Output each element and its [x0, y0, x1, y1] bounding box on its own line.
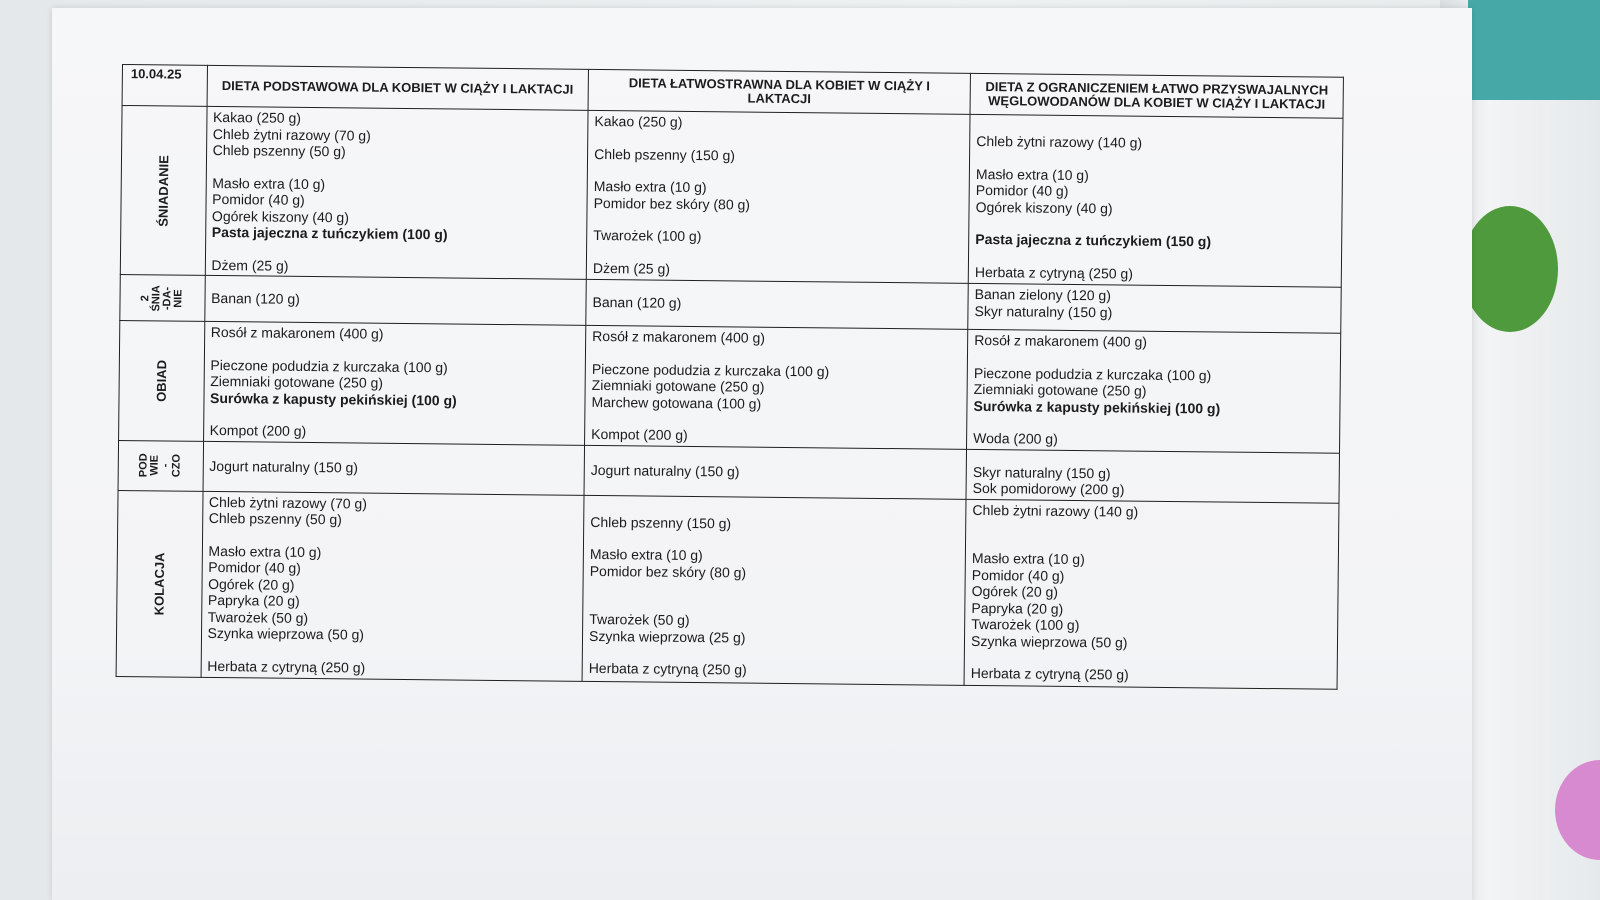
cell-sniadanie-basic	[205, 106, 588, 279]
menu-item: Skyr naturalny (150 g)	[972, 463, 1111, 481]
menu-item: Chleb żytni razowy (140 g)	[972, 501, 1139, 520]
cell-drugie-easy	[586, 279, 969, 329]
menu-item: Pieczone podudzia z kurczaka (100 g)	[973, 364, 1212, 383]
menu-item: Skyr naturalny (150 g)	[974, 302, 1113, 320]
row-sniadanie	[120, 106, 1343, 288]
menu-item: Rosół z makaronem (400 g)	[592, 327, 766, 346]
menu-item: Jogurt naturalny (150 g)	[590, 461, 740, 480]
menu-item: Chleb żytni razowy (70 g)	[212, 125, 371, 144]
menu-item: Twarożek (100 g)	[971, 615, 1080, 634]
menu-item: Ziemniaki gotowane (250 g)	[210, 372, 384, 391]
menu-item: Rosół z makaronem (400 g)	[210, 323, 384, 342]
menu-item: Surówka z kapusty pekińskiej (100 g)	[973, 397, 1221, 417]
menu-item: Masło extra (10 g)	[593, 177, 707, 196]
menu-item: Masło extra (10 g)	[971, 549, 1085, 568]
diet-menu-table	[116, 64, 1344, 689]
menu-item: Papryka (20 g)	[971, 599, 1064, 617]
menu-item: Ogórek (20 g)	[208, 575, 295, 593]
menu-item: Ziemniaki gotowane (250 g)	[591, 376, 765, 395]
menu-item: Chleb żytni razowy (140 g)	[976, 132, 1143, 151]
cell-obiad-easy	[585, 325, 968, 448]
menu-item: Pieczone podudzia z kurczaka (100 g)	[210, 356, 448, 375]
menu-item: Dżem (25 g)	[592, 259, 671, 277]
menu-item: Herbata z cytryną (250 g)	[970, 664, 1129, 683]
menu-item: Szynka wieprzowa (25 g)	[589, 627, 746, 646]
cell-kolacja-easy	[582, 495, 966, 685]
menu-item: Chleb pszenny (50 g)	[208, 509, 342, 528]
meal-label-sniadanie: ŚNIADANIE	[120, 106, 206, 276]
meal-label-podwieczorek: POD WIE - CZO	[118, 440, 203, 491]
menu-item: Herbata z cytryną (250 g)	[207, 657, 366, 676]
board-teal-sheet	[1468, 0, 1600, 100]
cell-podwieczorek-easy	[584, 445, 967, 499]
menu-item: Sok pomidorowy (200 g)	[972, 479, 1125, 498]
header-diet-low-carb: DIETA Z OGRANICZENIEM ŁATWO PRZYSWAJALNYCH WĘGLOWODANÓW DLA KOBIET W CIĄŻY I LAKTACJI	[970, 73, 1343, 118]
menu-item: Ziemniaki gotowane (250 g)	[973, 380, 1147, 399]
cell-obiad-lowcarb	[967, 329, 1341, 452]
menu-item: Rosół z makaronem (400 g)	[974, 331, 1148, 350]
menu-item: Twarożek (50 g)	[207, 608, 309, 626]
cell-podwieczorek-lowcarb	[966, 449, 1339, 503]
menu-item: Pasta jajeczna z tuńczykiem (100 g)	[211, 223, 448, 243]
cell-obiad-basic	[203, 321, 586, 444]
cell-sniadanie-lowcarb	[968, 114, 1343, 287]
menu-item: Pomidor bez skóry (80 g)	[589, 562, 747, 581]
cell-sniadanie-easy	[586, 110, 970, 283]
menu-item: Marchew gotowana (100 g)	[591, 393, 762, 412]
menu-item: Pasta jajeczna z tuńczykiem (150 g)	[975, 230, 1212, 250]
meal-label-obiad: OBIAD	[119, 320, 205, 440]
cell-drugie-lowcarb	[968, 283, 1341, 333]
row-kolacja	[116, 490, 1339, 689]
menu-item: Chleb żytni razowy (70 g)	[208, 493, 368, 512]
menu-item: Ogórek kiszony (40 g)	[211, 207, 350, 225]
menu-item: Banan (120 g)	[211, 290, 300, 308]
menu-item: Ogórek kiszony (40 g)	[975, 198, 1113, 216]
header-diet-easy-digest: DIETA ŁATWOSTRAWNA DLA KOBIET W CIĄŻY I LAKTACJI	[588, 69, 970, 114]
menu-item: Szynka wieprzowa (50 g)	[207, 624, 365, 643]
menu-item: Chleb pszenny (150 g)	[590, 513, 732, 531]
menu-item: Woda (200 g)	[973, 429, 1058, 447]
menu-item: Twarożek (50 g)	[589, 610, 690, 628]
menu-item: Chleb pszenny (50 g)	[212, 141, 346, 160]
menu-item: Kakao (250 g)	[212, 108, 302, 126]
menu-item: Szynka wieprzowa (50 g)	[971, 632, 1128, 651]
menu-item: Masło extra (10 g)	[212, 174, 326, 192]
menu-item: Dżem (25 g)	[211, 256, 289, 274]
menu-item: Banan zielony (120 g)	[974, 285, 1112, 304]
menu-item: Masło extra (10 g)	[589, 545, 703, 564]
menu-item: Masło extra (10 g)	[208, 542, 322, 560]
header-diet-basic: DIETA PODSTAWOWA DLA KOBIET W CIĄŻY I LAKTACJI	[207, 65, 589, 110]
menu-item: Pomidor (40 g)	[975, 181, 1069, 199]
menu-item: Pieczone podudzia z kurczaka (100 g)	[591, 360, 830, 379]
board-green-dot	[1462, 206, 1558, 332]
cell-drugie-basic	[204, 275, 586, 325]
cell-podwieczorek-basic	[203, 441, 585, 495]
menu-item: Banan (120 g)	[592, 294, 682, 312]
menu-item: Ogórek (20 g)	[971, 582, 1059, 600]
menu-item: Chleb pszenny (150 g)	[594, 145, 736, 163]
menu-item: Pomidor (40 g)	[208, 558, 301, 576]
menu-item: Pomidor (40 g)	[971, 566, 1065, 584]
menu-item: Herbata z cytryną (250 g)	[588, 659, 747, 678]
menu-item: Pomidor (40 g)	[212, 190, 305, 208]
menu-item: Surówka z kapusty pekińskiej (100 g)	[209, 389, 457, 409]
cell-kolacja-basic	[201, 491, 584, 681]
meal-label-kolacja: KOLACJA	[116, 490, 203, 677]
menu-item: Kakao (250 g)	[594, 112, 683, 130]
menu-item: Masło extra (10 g)	[975, 165, 1089, 183]
date-cell: 10.04.25	[122, 65, 207, 107]
menu-item: Jogurt naturalny (150 g)	[209, 457, 359, 476]
meal-label-drugie-sniadanie: 2 ŚNIA -DA- NIE	[120, 274, 205, 321]
menu-item: Kompot (200 g)	[591, 425, 688, 443]
menu-item: Pomidor bez skóry (80 g)	[593, 194, 751, 213]
menu-item: Kompot (200 g)	[209, 421, 307, 439]
cell-kolacja-lowcarb	[964, 499, 1339, 689]
menu-item: Twarożek (100 g)	[593, 226, 702, 245]
row-obiad	[119, 320, 1341, 452]
menu-item: Herbata z cytryną (250 g)	[974, 263, 1134, 282]
menu-item: Papryka (20 g)	[207, 591, 300, 609]
